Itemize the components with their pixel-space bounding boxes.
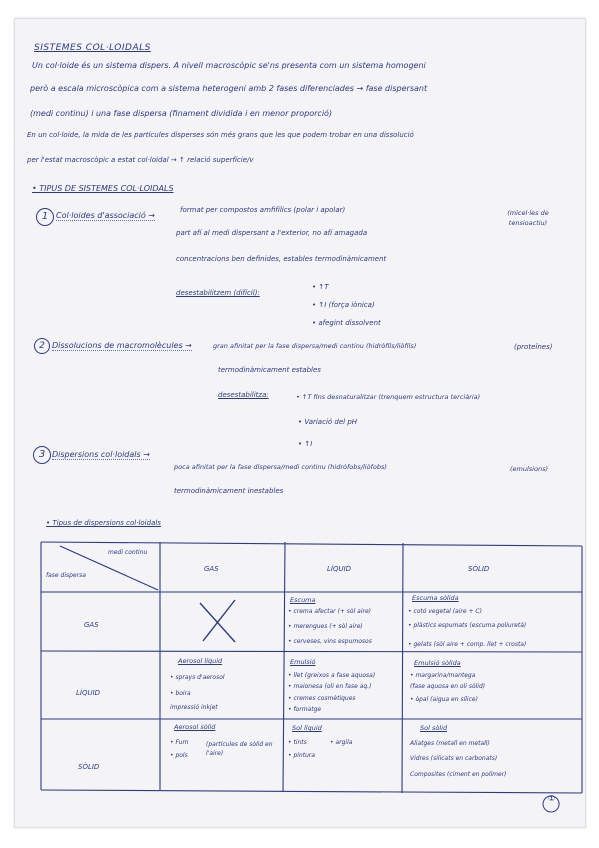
intro-line-3: (medi continu) i una fase dispersa (finament dividida i en menor proporció) bbox=[30, 109, 333, 118]
row-label-solid: SÒLID bbox=[78, 763, 100, 771]
cell-liquid-solid-item-3: • òpal (aigua en sílice) bbox=[410, 696, 478, 703]
intro-line-5: per l'estat macroscòpic a estat col·loidal → ↑ relació superfície/v bbox=[27, 156, 254, 164]
table-heading: • Tipus de dispersions col·loidals bbox=[46, 519, 161, 527]
corner-top-label: medi continu bbox=[108, 549, 148, 556]
type-1-destab-1: • ↑T bbox=[312, 283, 329, 291]
type-1-note: (micel·les de tensioactiu) bbox=[507, 209, 549, 227]
type-2-note: (proteïnes) bbox=[514, 343, 553, 351]
type-1-line-2: part afí al medi dispersant a l'exterior, no afí amagada bbox=[176, 229, 368, 237]
type-1-line-1: format per compostos amfifílics (polar i apolar) bbox=[180, 206, 346, 214]
cell-solid-solid-item-2: Vidres (silicats en carbonats) bbox=[410, 755, 498, 762]
cell-liquid-liquid-title: Emulsió bbox=[290, 658, 316, 666]
cell-liquid-gas-title: Aerosol líquid bbox=[178, 657, 223, 665]
type-1-line-3: concentracions ben definides, estables termodinàmicament bbox=[176, 255, 387, 263]
cell-gas-liquid-item-1: • crema afectar (+ sòl aire) bbox=[288, 608, 372, 615]
cell-liquid-liquid-item-4: • formatge bbox=[288, 706, 322, 713]
cell-gas-solid-item-3: • gelats (sòl aire + comp. llet + crosta) bbox=[408, 641, 527, 648]
cell-liquid-liquid-item-1: • llet (greixos a fase aquosa) bbox=[288, 672, 376, 679]
type-3-line-1: poca afinitat per la fase dispersa/medi continu (hidròfobs/liòfobs) bbox=[174, 463, 387, 471]
types-heading: • TIPUS DE SISTEMES COL·LOIDALS bbox=[32, 184, 174, 193]
cell-gas-liquid-item-3: • cerveses, vins espumosos bbox=[288, 638, 372, 645]
cell-liquid-solid-title: Emulsió sòlida bbox=[414, 659, 461, 667]
cell-liquid-gas-item-3: impressió inkjet bbox=[170, 704, 218, 711]
cell-liquid-gas-item-2: • boira bbox=[170, 690, 191, 697]
type-1-name: Col·loides d'associació → bbox=[56, 211, 155, 220]
cell-solid-gas-title: Aerosol sòlid bbox=[174, 723, 216, 731]
type-2-destab-2: • Variació del pH bbox=[298, 418, 358, 426]
cell-solid-solid-title: Sol sòlid bbox=[420, 724, 448, 732]
row-label-gas: GAS bbox=[84, 621, 99, 629]
type-2-name: Dissolucions de macromolècules → bbox=[52, 341, 192, 350]
type-2-number: 2 bbox=[34, 338, 50, 354]
intro-line-1: Un col·loide és un sistema dispers. A nivell macroscòpic se'ns presenta com un sistema homogeni bbox=[32, 61, 426, 70]
intro-line-2: però a escala microscòpica com a sistema heterogeni amb 2 fases diferenciades → fase dispersant bbox=[30, 84, 428, 93]
intro-line-4: En un col·loide, la mida de les partícules disperses són més grans que les que podem trobar en una dissolució bbox=[27, 131, 414, 139]
cell-gas-solid-item-2: • plàstics espumats (escuma poliuretà) bbox=[408, 622, 527, 629]
cell-solid-gas-item-1: • Fum bbox=[170, 739, 189, 746]
type-1-destab-label: desestabilitzem (difícil): bbox=[176, 289, 260, 297]
cell-liquid-solid-item-1: • margarina/mantega bbox=[410, 672, 476, 679]
cell-gas-solid-item-1: • cotó vegetal (aire + C) bbox=[408, 608, 482, 615]
cell-liquid-solid-item-2: (fase aquosa en oli sòlid) bbox=[410, 683, 486, 690]
type-1-destab-2: • ↑I (força iònica) bbox=[312, 301, 375, 309]
type-3-line-2: termodinàmicament inestables bbox=[174, 487, 284, 495]
cell-solid-gas-item-2: • pols bbox=[170, 752, 188, 759]
column-header-gas: GAS bbox=[204, 565, 219, 573]
type-1-number: 1 bbox=[36, 208, 54, 226]
cell-solid-gas-item-3: (partícules de sòlid en l'aire) bbox=[206, 741, 273, 757]
cell-gas-liquid-title: Escuma bbox=[290, 596, 316, 604]
type-2-destab-3: • ↑I bbox=[298, 440, 313, 448]
cell-liquid-gas-item-1: • sprays d'aerosol bbox=[170, 674, 225, 681]
type-2-destab-label: desestabilitza: bbox=[218, 391, 269, 399]
cell-solid-solid-item-3: Composites (ciment en polímer) bbox=[410, 771, 507, 778]
type-1-destab-3: • afegint dissolvent bbox=[312, 319, 381, 327]
column-header-liquid: LÍQUID bbox=[327, 565, 352, 573]
page-number: ① bbox=[548, 794, 556, 803]
cell-liquid-liquid-item-3: • cremes cosmètiques bbox=[288, 695, 356, 702]
type-3-name: Dispersions col·loidals → bbox=[52, 450, 150, 459]
cell-solid-liquid-title: Sol líquid bbox=[292, 724, 322, 732]
type-3-note: (emulsions) bbox=[510, 465, 549, 473]
cell-liquid-liquid-item-2: • maionesa (oli en fase aq.) bbox=[288, 683, 372, 690]
cell-solid-liquid-item-3: • pintura bbox=[288, 752, 316, 759]
cell-gas-liquid-item-2: • merengues (+ sòl aire) bbox=[288, 623, 363, 630]
cell-solid-liquid-item-2: • argila bbox=[330, 739, 353, 746]
row-label-liquid: LÍQUID bbox=[76, 689, 101, 697]
cell-solid-solid-item-1: Aliatges (metall en metall) bbox=[410, 740, 490, 747]
page-title: SISTEMES COL·LOIDALS bbox=[34, 43, 151, 53]
type-2-line-2: termodinàmicament estables bbox=[218, 366, 321, 374]
type-3-number: 3 bbox=[33, 446, 51, 464]
cell-gas-solid-title: Escuma sòlida bbox=[412, 594, 459, 602]
type-2-destab-1: • ↑T fins desnaturalitzar (trenquem estructura terciària) bbox=[296, 393, 481, 401]
corner-bottom-label: fase dispersa bbox=[46, 572, 86, 579]
column-header-solid: SÒLID bbox=[468, 565, 490, 573]
cell-solid-liquid-item-1: • tints bbox=[288, 739, 307, 746]
type-2-line-1: gran afinitat per la fase dispersa/medi continu (hidròfils/liòfils) bbox=[213, 342, 417, 350]
